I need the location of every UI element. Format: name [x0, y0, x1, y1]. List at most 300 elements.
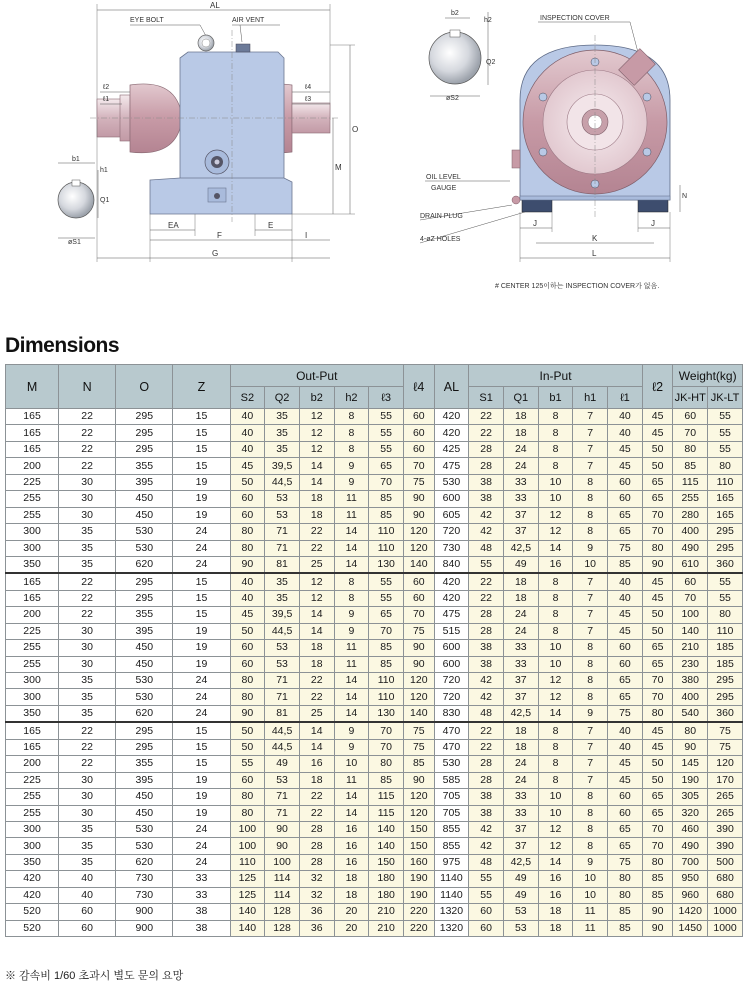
table-cell: 295	[116, 722, 173, 739]
table-cell: 8	[573, 491, 608, 507]
table-cell: 14	[538, 705, 573, 722]
table-cell: 840	[434, 556, 469, 573]
table-cell: 170	[708, 772, 743, 788]
table-row	[6, 573, 743, 590]
table-cell: 145	[673, 756, 708, 772]
side-view	[90, 1, 358, 262]
table-cell: 90	[403, 491, 434, 507]
col-m-header: M	[6, 365, 59, 409]
table-cell: 75	[608, 854, 643, 870]
table-cell: 85	[369, 507, 404, 523]
table-cell: 11	[573, 904, 608, 920]
table-cell: 65	[608, 689, 643, 705]
table-cell: 200	[6, 458, 59, 474]
table-cell: 160	[403, 854, 434, 870]
table-cell: 115	[369, 805, 404, 821]
table-row	[6, 507, 743, 523]
table-cell: 33	[503, 491, 538, 507]
table-cell: 16	[334, 854, 369, 870]
table-cell: 22	[299, 524, 334, 540]
b2-label: b2	[451, 10, 459, 17]
table-cell: 40	[608, 573, 643, 590]
table-cell: 400	[673, 524, 708, 540]
table-cell: 38	[469, 491, 504, 507]
table-cell: 255	[673, 491, 708, 507]
table-cell: 18	[538, 904, 573, 920]
table-cell: 185	[708, 656, 743, 672]
table-cell: 35	[59, 689, 116, 705]
table-cell: 12	[538, 838, 573, 854]
table-cell: 7	[573, 573, 608, 590]
table-cell: 38	[469, 789, 504, 805]
table-cell: 100	[265, 854, 300, 870]
al-dim-label: AL	[210, 1, 220, 10]
table-row	[6, 739, 743, 755]
table-cell: 255	[6, 656, 59, 672]
table-cell: 70	[369, 722, 404, 739]
table-cell: 114	[265, 871, 300, 887]
table-cell: 19	[173, 623, 230, 639]
table-cell: 14	[334, 705, 369, 722]
table-cell: 90	[230, 556, 265, 573]
table-cell: 530	[116, 524, 173, 540]
table-cell: 530	[116, 821, 173, 837]
table-row	[6, 425, 743, 441]
table-cell: 70	[642, 524, 673, 540]
col-q1-header: Q1	[503, 387, 538, 409]
table-cell: 180	[369, 887, 404, 903]
table-cell: 450	[116, 656, 173, 672]
table-cell: 55	[369, 441, 404, 457]
table-row	[6, 673, 743, 689]
table-cell: 420	[434, 573, 469, 590]
table-row	[6, 441, 743, 457]
z-holes-label: 4-øZ HOLES	[420, 236, 461, 243]
table-cell: 24	[173, 689, 230, 705]
l2-left-label: ℓ2	[103, 84, 110, 91]
table-cell: 36	[299, 920, 334, 936]
table-cell: 80	[708, 607, 743, 623]
table-cell: 37	[503, 507, 538, 523]
table-cell: 14	[334, 540, 369, 556]
table-cell: 45	[642, 722, 673, 739]
table-cell: 8	[538, 573, 573, 590]
table-cell: 9	[573, 705, 608, 722]
table-cell: 190	[403, 887, 434, 903]
table-cell: 140	[230, 920, 265, 936]
table-cell: 48	[469, 854, 504, 870]
weight-group-header: Weight(kg)	[673, 365, 743, 387]
table-cell: 8	[573, 821, 608, 837]
table-cell: 60	[230, 491, 265, 507]
table-cell: 14	[299, 458, 334, 474]
table-cell: 65	[642, 474, 673, 490]
table-cell: 55	[469, 871, 504, 887]
table-cell: 10	[538, 491, 573, 507]
table-cell: 14	[538, 540, 573, 556]
table-cell: 39,5	[265, 607, 300, 623]
table-cell: 50	[230, 474, 265, 490]
table-row	[6, 474, 743, 490]
q1-label: Q1	[100, 197, 110, 204]
table-row	[6, 656, 743, 672]
table-cell: 28	[469, 458, 504, 474]
oil-level-label: OIL LEVEL	[426, 174, 461, 181]
table-cell: 10	[573, 887, 608, 903]
table-cell: 60	[230, 507, 265, 523]
table-cell: 395	[116, 623, 173, 639]
footnote: ※ 감속비 1/60 초과시 별도 문의 요망	[5, 970, 184, 982]
table-cell: 10	[334, 756, 369, 772]
section-title: Dimensions	[5, 334, 120, 357]
table-cell: 30	[59, 805, 116, 821]
table-cell: 85	[369, 640, 404, 656]
table-cell: 90	[403, 656, 434, 672]
table-cell: 42	[469, 821, 504, 837]
table-cell: 40	[230, 573, 265, 590]
table-cell: 8	[538, 590, 573, 606]
table-cell: 8	[334, 573, 369, 590]
table-cell: 530	[116, 673, 173, 689]
table-cell: 65	[369, 458, 404, 474]
table-cell: 100	[230, 838, 265, 854]
table-cell: 40	[608, 722, 643, 739]
table-cell: 48	[469, 540, 504, 556]
table-cell: 900	[116, 904, 173, 920]
table-cell: 9	[334, 474, 369, 490]
table-cell: 24	[503, 756, 538, 772]
table-cell: 350	[6, 854, 59, 870]
table-cell: 80	[230, 673, 265, 689]
table-cell: 55	[708, 573, 743, 590]
table-cell: 1450	[673, 920, 708, 936]
table-cell: 40	[230, 425, 265, 441]
table-cell: 18	[503, 739, 538, 755]
table-cell: 730	[116, 887, 173, 903]
table-cell: 60	[403, 425, 434, 441]
table-cell: 110	[708, 623, 743, 639]
table-cell: 35	[59, 838, 116, 854]
table-cell: 55	[230, 756, 265, 772]
table-cell: 40	[59, 887, 116, 903]
table-cell: 38	[469, 656, 504, 672]
table-cell: 150	[403, 821, 434, 837]
table-cell: 85	[673, 458, 708, 474]
table-cell: 85	[642, 871, 673, 887]
table-cell: 80	[230, 789, 265, 805]
table-cell: 28	[469, 623, 504, 639]
table-cell: 55	[708, 590, 743, 606]
eye-bolt-label: EYE BOLT	[130, 17, 164, 24]
input-shaft-section	[58, 156, 109, 246]
table-cell: 12	[299, 590, 334, 606]
table-cell: 16	[538, 871, 573, 887]
table-cell: 8	[538, 772, 573, 788]
table-cell: 11	[334, 772, 369, 788]
inspection-cover-note: # CENTER 125이하는 INSPECTION COVER가 없음.	[495, 283, 660, 290]
f-dim-label: F	[217, 231, 222, 240]
table-cell: 1320	[434, 904, 469, 920]
table-cell: 520	[6, 920, 59, 936]
table-cell: 19	[173, 805, 230, 821]
col-s1-header: S1	[469, 387, 504, 409]
table-cell: 75	[608, 705, 643, 722]
table-cell: 49	[503, 871, 538, 887]
table-cell: 225	[6, 474, 59, 490]
table-cell: 45	[642, 573, 673, 590]
table-cell: 15	[173, 590, 230, 606]
col-l1-header: ℓ1	[608, 387, 643, 409]
table-cell: 19	[173, 640, 230, 656]
table-cell: 14	[299, 739, 334, 755]
table-cell: 600	[434, 640, 469, 656]
table-cell: 140	[403, 705, 434, 722]
table-cell: 8	[538, 739, 573, 755]
table-cell: 450	[116, 640, 173, 656]
table-cell: 255	[6, 640, 59, 656]
table-cell: 45	[608, 458, 643, 474]
table-cell: 355	[116, 756, 173, 772]
table-cell: 130	[369, 556, 404, 573]
table-cell: 81	[265, 705, 300, 722]
table-cell: 44,5	[265, 623, 300, 639]
table-cell: 165	[6, 425, 59, 441]
gauge-label: GAUGE	[431, 185, 457, 192]
table-cell: 1420	[673, 904, 708, 920]
table-cell: 33	[173, 871, 230, 887]
table-cell: 14	[334, 556, 369, 573]
table-cell: 18	[299, 640, 334, 656]
table-cell: 12	[299, 441, 334, 457]
table-cell: 450	[116, 789, 173, 805]
table-cell: 60	[59, 904, 116, 920]
table-cell: 70	[369, 623, 404, 639]
table-cell: 475	[434, 458, 469, 474]
s1-label: øS1	[68, 239, 81, 246]
table-cell: 9	[334, 722, 369, 739]
table-row	[6, 854, 743, 870]
table-cell: 15	[173, 409, 230, 425]
table-cell: 22	[299, 540, 334, 556]
table-cell: 7	[573, 425, 608, 441]
table-cell: 22	[59, 458, 116, 474]
table-cell: 24	[503, 458, 538, 474]
table-cell: 140	[673, 623, 708, 639]
table-cell: 38	[469, 474, 504, 490]
table-cell: 22	[59, 573, 116, 590]
table-cell: 855	[434, 821, 469, 837]
table-cell: 8	[538, 623, 573, 639]
table-cell: 24	[173, 705, 230, 722]
table-cell: 90	[403, 640, 434, 656]
table-cell: 30	[59, 656, 116, 672]
drain-plug-label: DRAIN PLUG	[420, 213, 463, 220]
col-l3-header: ℓ3	[369, 387, 404, 409]
col-s2-header: S2	[230, 387, 265, 409]
table-cell: 7	[573, 722, 608, 739]
table-cell: 730	[116, 871, 173, 887]
table-cell: 40	[608, 590, 643, 606]
table-cell: 38	[469, 805, 504, 821]
table-cell: 55	[469, 556, 504, 573]
j-left-dim-label: J	[533, 219, 537, 228]
table-cell: 8	[334, 590, 369, 606]
table-cell: 255	[6, 789, 59, 805]
table-row	[6, 524, 743, 540]
table-cell: 10	[538, 805, 573, 821]
table-cell: 14	[299, 607, 334, 623]
table-cell: 49	[503, 887, 538, 903]
table-row	[6, 623, 743, 639]
table-cell: 19	[173, 474, 230, 490]
table-cell: 100	[673, 607, 708, 623]
table-cell: 22	[299, 805, 334, 821]
table-cell: 280	[673, 507, 708, 523]
table-cell: 42	[469, 507, 504, 523]
table-cell: 15	[173, 607, 230, 623]
table-cell: 130	[369, 705, 404, 722]
table-row	[6, 689, 743, 705]
table-cell: 11	[334, 656, 369, 672]
table-cell: 10	[538, 789, 573, 805]
table-cell: 85	[608, 556, 643, 573]
table-cell: 10	[573, 556, 608, 573]
table-cell: 16	[299, 756, 334, 772]
col-l4-header: ℓ4	[403, 365, 434, 409]
table-cell: 16	[538, 887, 573, 903]
table-cell: 30	[59, 789, 116, 805]
table-cell: 30	[59, 640, 116, 656]
table-cell: 190	[403, 871, 434, 887]
table-cell: 18	[503, 590, 538, 606]
table-cell: 705	[434, 805, 469, 821]
table-cell: 15	[173, 756, 230, 772]
table-cell: 450	[116, 507, 173, 523]
table-cell: 45	[642, 409, 673, 425]
table-cell: 55	[369, 425, 404, 441]
table-cell: 35	[265, 409, 300, 425]
table-cell: 65	[608, 673, 643, 689]
table-cell: 75	[708, 722, 743, 739]
table-cell: 128	[265, 904, 300, 920]
table-cell: 730	[434, 540, 469, 556]
table-cell: 30	[59, 507, 116, 523]
table-cell: 80	[369, 756, 404, 772]
table-cell: 165	[708, 491, 743, 507]
i-dim-label: I	[305, 231, 308, 240]
l-dim-label: L	[592, 249, 597, 258]
table-cell: 15	[173, 425, 230, 441]
table-cell: 110	[369, 540, 404, 556]
table-cell: 165	[6, 573, 59, 590]
table-cell: 420	[434, 590, 469, 606]
table-cell: 25	[299, 705, 334, 722]
table-cell: 110	[369, 689, 404, 705]
table-cell: 65	[642, 491, 673, 507]
table-cell: 8	[573, 805, 608, 821]
table-cell: 8	[573, 524, 608, 540]
table-row	[6, 540, 743, 556]
table-cell: 60	[230, 640, 265, 656]
table-cell: 42	[469, 673, 504, 689]
table-cell: 80	[230, 540, 265, 556]
col-z-header: Z	[173, 365, 230, 409]
table-cell: 295	[116, 590, 173, 606]
table-cell: 20	[334, 920, 369, 936]
table-cell: 37	[503, 689, 538, 705]
table-cell: 71	[265, 789, 300, 805]
table-cell: 120	[403, 805, 434, 821]
table-cell: 19	[173, 491, 230, 507]
table-cell: 12	[299, 409, 334, 425]
table-cell: 60	[608, 656, 643, 672]
table-cell: 230	[673, 656, 708, 672]
col-o-header: O	[116, 365, 173, 409]
table-cell: 70	[403, 607, 434, 623]
table-cell: 110	[369, 524, 404, 540]
table-cell: 15	[173, 441, 230, 457]
table-cell: 620	[116, 854, 173, 870]
table-cell: 295	[708, 540, 743, 556]
table-cell: 24	[173, 556, 230, 573]
table-row	[6, 556, 743, 573]
table-cell: 22	[59, 739, 116, 755]
table-cell: 40	[608, 425, 643, 441]
table-cell: 420	[434, 425, 469, 441]
table-cell: 8	[538, 425, 573, 441]
input-group-header: In-Put	[469, 365, 643, 387]
table-cell: 22	[469, 425, 504, 441]
table-cell: 114	[265, 887, 300, 903]
table-cell: 80	[642, 705, 673, 722]
table-cell: 1320	[434, 920, 469, 936]
table-cell: 90	[265, 838, 300, 854]
table-cell: 75	[403, 623, 434, 639]
table-cell: 12	[299, 573, 334, 590]
table-cell: 15	[173, 458, 230, 474]
table-cell: 16	[538, 556, 573, 573]
table-cell: 18	[299, 491, 334, 507]
table-cell: 60	[59, 920, 116, 936]
table-row	[6, 920, 743, 936]
table-cell: 85	[642, 887, 673, 903]
table-cell: 620	[116, 705, 173, 722]
table-cell: 18	[503, 573, 538, 590]
table-cell: 90	[673, 739, 708, 755]
table-cell: 65	[642, 656, 673, 672]
table-cell: 10	[538, 640, 573, 656]
table-cell: 70	[369, 739, 404, 755]
table-cell: 65	[642, 805, 673, 821]
n-dim-label: N	[682, 193, 688, 200]
table-cell: 255	[6, 805, 59, 821]
table-cell: 33	[503, 656, 538, 672]
table-cell: 22	[59, 590, 116, 606]
table-cell: 350	[6, 556, 59, 573]
table-cell: 680	[708, 871, 743, 887]
table-row	[6, 722, 743, 739]
table-cell: 90	[403, 507, 434, 523]
table-cell: 40	[230, 409, 265, 425]
table-cell: 450	[116, 491, 173, 507]
table-cell: 140	[369, 821, 404, 837]
table-cell: 16	[334, 821, 369, 837]
table-cell: 60	[673, 573, 708, 590]
table-row	[6, 491, 743, 507]
table-row	[6, 607, 743, 623]
table-cell: 265	[708, 805, 743, 821]
table-cell: 11	[334, 507, 369, 523]
